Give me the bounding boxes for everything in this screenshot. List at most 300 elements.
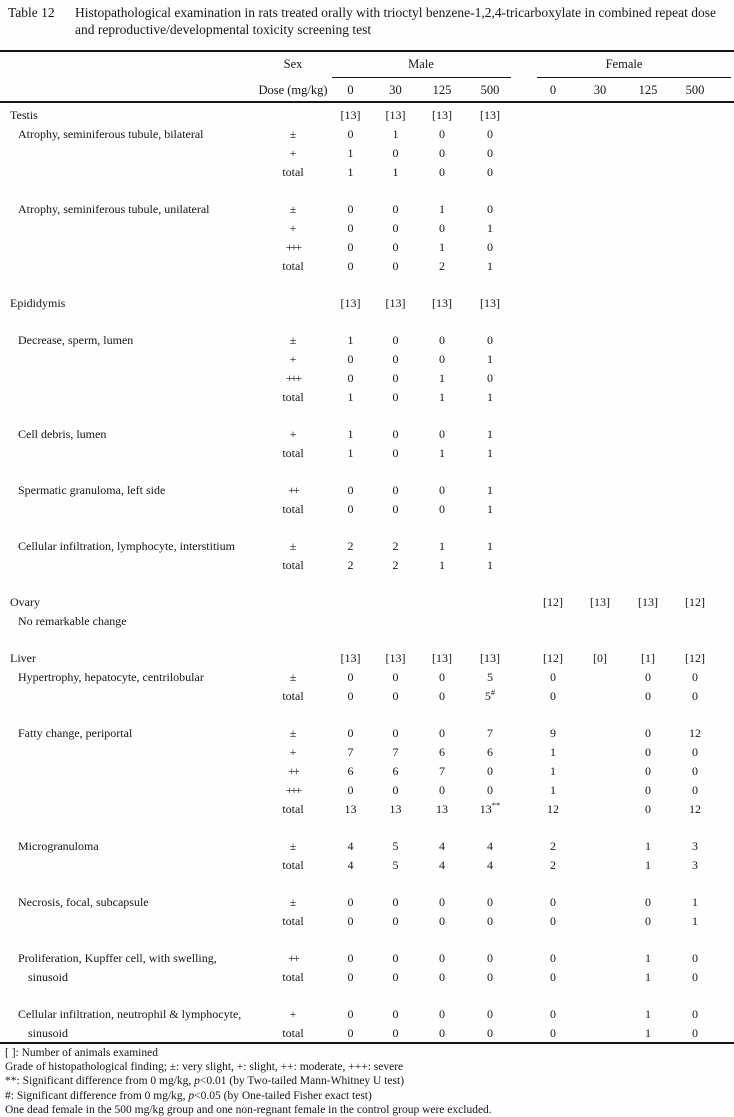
value-cell: [13]: [480, 108, 500, 122]
value-cell: 0: [347, 1007, 354, 1021]
value-cell: [624, 556, 672, 575]
value-cell: 1: [439, 390, 445, 404]
value-cell: [672, 369, 718, 388]
grade-label: ±: [289, 202, 297, 216]
table-row: [0, 724, 734, 743]
value-cell: 0: [645, 726, 651, 740]
finding-label: [8, 144, 258, 163]
value-cell: [530, 125, 576, 144]
finding-label: Cellular infiltration, neutrophil & lymphocyte,: [18, 1007, 242, 1021]
value-cell: 1: [645, 951, 651, 965]
value-cell: [576, 144, 624, 163]
value-cell: 5: [487, 670, 493, 684]
table-number: Table 12: [8, 5, 55, 20]
table-header: [0, 50, 734, 103]
value-cell: [530, 219, 576, 238]
grade-label: ++: [288, 764, 298, 778]
finding-label: Fatty change, periportal: [18, 726, 133, 740]
finding-label: Cell debris, lumen: [18, 427, 107, 441]
row-spacer: [0, 463, 734, 481]
value-cell: [13]: [590, 595, 610, 609]
finding-label: sinusoid: [28, 970, 69, 984]
value-cell: 0: [439, 333, 445, 347]
row-spacer: [0, 313, 734, 331]
value-cell: [530, 612, 576, 631]
finding-label: Atrophy, seminiferous tubule, unilateral: [18, 202, 210, 216]
grade-label: +: [289, 427, 297, 441]
value-cell: [624, 369, 672, 388]
value-cell: 0: [392, 1007, 399, 1021]
value-cell: [12]: [543, 595, 563, 609]
value-cell: [576, 294, 624, 313]
value-cell: 1: [692, 895, 698, 909]
dose-value: 125: [432, 83, 452, 97]
value-cell: 0: [550, 914, 556, 928]
value-cell: [672, 331, 718, 350]
table-row: [0, 837, 734, 856]
value-cell: 0: [439, 726, 445, 740]
value-cell: [672, 294, 718, 313]
finding-label: [8, 369, 258, 388]
organ-label: Testis: [10, 108, 38, 122]
value-cell: [672, 444, 718, 463]
finding-label: [8, 444, 258, 463]
male-group-label: Male: [408, 57, 434, 71]
dose-label: Dose (mg/kg): [258, 83, 328, 97]
value-cell: 0: [439, 221, 445, 235]
value-cell: 7: [347, 745, 354, 759]
value-cell: [672, 257, 718, 276]
grade-label: ±: [289, 127, 297, 141]
value-cell: 0: [692, 1026, 698, 1040]
value-cell: [576, 106, 624, 125]
value-cell: 0: [487, 970, 493, 984]
value-cell: [530, 425, 576, 444]
finding-label: [8, 856, 258, 875]
value-cell: [12]: [543, 651, 563, 665]
value-cell: 1: [392, 165, 399, 179]
value-cell: 0: [487, 127, 493, 141]
value-cell: 0: [645, 745, 651, 759]
value-cell: 0: [392, 390, 399, 404]
value-cell: 1: [347, 427, 354, 441]
footnote-line: One dead female in the 500 mg/kg group and one non-regnant female in the control group were excluded.: [5, 1103, 492, 1116]
value-cell: 0: [392, 221, 399, 235]
value-cell: 0: [487, 333, 493, 347]
table-row: [0, 257, 734, 276]
value-cell: 13: [389, 802, 402, 816]
value-cell: [576, 743, 624, 762]
value-cell: 0: [392, 970, 399, 984]
value-cell: [576, 444, 624, 463]
grade-label: ++: [288, 951, 298, 965]
row-spacer: [0, 987, 734, 1005]
value-cell: 6: [487, 745, 493, 759]
value-cell: [530, 556, 576, 575]
finding-label: No remarkable change: [18, 614, 127, 628]
value-cell: 0: [645, 689, 651, 703]
value-cell: [530, 388, 576, 407]
value-cell: [672, 612, 718, 631]
value-cell: 1: [439, 558, 445, 572]
value-cell: [624, 331, 672, 350]
table-row: [0, 388, 734, 407]
value-cell: 0: [347, 502, 354, 516]
value-cell: 12: [689, 726, 701, 740]
value-cell: 0: [692, 670, 698, 684]
value-cell: 0: [692, 783, 698, 797]
value-cell: [672, 556, 718, 575]
value-cell: [576, 556, 624, 575]
grade-label: +: [289, 352, 297, 366]
value-cell: 0: [439, 914, 445, 928]
value-cell: [576, 762, 624, 781]
value-cell: [328, 593, 373, 612]
value-cell: 0: [439, 1026, 445, 1040]
table-row: [0, 537, 734, 556]
value-cell: 0: [645, 764, 651, 778]
grade-label: [258, 612, 328, 631]
value-cell: 1: [645, 1026, 651, 1040]
value-cell: 0: [439, 670, 445, 684]
header-row-sex: [0, 52, 734, 77]
value-cell: 2: [347, 539, 354, 553]
value-cell: 4: [487, 839, 493, 853]
value-cell: [576, 425, 624, 444]
value-cell: [576, 968, 624, 987]
grade-label: total: [282, 970, 304, 984]
grade-label: total: [282, 1026, 304, 1040]
table-row: [0, 369, 734, 388]
value-cell: 1: [487, 221, 493, 235]
value-cell: 4: [439, 858, 445, 872]
value-cell: 0: [439, 427, 445, 441]
finding-label: Hypertrophy, hepatocyte, centrilobular: [18, 670, 204, 684]
value-cell: 7: [392, 745, 399, 759]
value-cell: [624, 294, 672, 313]
value-cell: [624, 425, 672, 444]
value-cell: 0: [392, 483, 399, 497]
value-cell: 0: [487, 895, 493, 909]
finding-label: [8, 800, 258, 819]
value-cell: 0: [347, 970, 354, 984]
value-cell: [13]: [638, 595, 658, 609]
finding-label: Microgranuloma: [18, 839, 99, 853]
value-cell: 4: [487, 858, 493, 872]
footnotes: [5, 1046, 731, 1117]
finding-label: Necrosis, focal, subcapsule: [18, 895, 149, 909]
value-cell: [13]: [480, 651, 500, 665]
value-cell: 1: [347, 390, 354, 404]
value-cell: 6: [439, 745, 445, 759]
grade-label: ±: [289, 333, 297, 347]
value-cell: [624, 106, 672, 125]
value-cell: 5#: [484, 687, 496, 703]
value-cell: [624, 537, 672, 556]
value-cell: 0: [392, 1026, 399, 1040]
value-cell: [576, 331, 624, 350]
row-spacer: [0, 706, 734, 724]
dose-value: 30: [593, 83, 607, 97]
value-cell: 7: [487, 726, 493, 740]
header-row-dose: [0, 78, 734, 103]
value-cell: [576, 668, 624, 687]
finding-label: [8, 257, 258, 276]
grade-label: ±: [289, 670, 297, 684]
value-cell: [466, 593, 514, 612]
value-cell: 7: [439, 764, 445, 778]
value-cell: 2: [347, 558, 354, 572]
value-cell: 1: [392, 127, 399, 141]
value-cell: 0: [439, 1007, 445, 1021]
value-cell: 1: [487, 558, 493, 572]
value-cell: 0: [487, 783, 493, 797]
value-cell: [672, 238, 718, 257]
table-row: [0, 444, 734, 463]
value-cell: 0: [487, 146, 493, 160]
value-cell: 2: [439, 259, 445, 273]
value-cell: [530, 200, 576, 219]
value-cell: [576, 219, 624, 238]
value-cell: [13]: [432, 651, 452, 665]
value-cell: 0: [392, 502, 399, 516]
value-cell: 0: [439, 951, 445, 965]
value-cell: 0: [550, 689, 556, 703]
value-cell: [672, 425, 718, 444]
grade-label: ++: [288, 483, 298, 497]
table-row: [0, 556, 734, 575]
grade-label: total: [282, 165, 304, 179]
value-cell: [13]: [340, 296, 361, 310]
value-cell: [466, 612, 514, 631]
value-cell: [624, 238, 672, 257]
value-cell: [0]: [593, 651, 607, 665]
value-cell: 0: [347, 259, 354, 273]
value-cell: 0: [392, 352, 399, 366]
value-cell: 2: [392, 539, 399, 553]
grade-label: [258, 106, 328, 125]
organ-row: [0, 106, 734, 125]
row-spacer: [0, 819, 734, 837]
finding-label: [8, 163, 258, 182]
value-cell: 0: [392, 670, 399, 684]
value-cell: 0: [692, 951, 698, 965]
value-cell: [13]: [385, 296, 406, 310]
value-cell: [576, 350, 624, 369]
value-cell: [13]: [340, 651, 361, 665]
finding-label: [8, 912, 258, 931]
row-spacer: [0, 631, 734, 649]
value-cell: 1: [487, 502, 493, 516]
significance-marker: #: [490, 687, 496, 697]
significance-marker: **: [491, 800, 501, 810]
value-cell: 0: [487, 165, 493, 179]
table-row: [0, 200, 734, 219]
dose-value: 125: [638, 83, 658, 97]
table-row: [0, 949, 734, 968]
value-cell: [530, 238, 576, 257]
value-cell: [576, 537, 624, 556]
value-cell: 0: [645, 895, 651, 909]
value-cell: 4: [347, 858, 354, 872]
value-cell: 0: [347, 221, 354, 235]
value-cell: 6: [347, 764, 354, 778]
value-cell: [576, 893, 624, 912]
value-cell: [576, 200, 624, 219]
table-row: [0, 125, 734, 144]
value-cell: 0: [487, 951, 493, 965]
table-row: [0, 612, 734, 631]
table-row: [0, 500, 734, 519]
value-cell: 1: [487, 427, 493, 441]
finding-label: [8, 350, 258, 369]
value-cell: 12: [689, 802, 701, 816]
row-spacer: [0, 875, 734, 893]
grade-label: +++: [285, 240, 301, 254]
value-cell: 0: [550, 670, 556, 684]
value-cell: 2: [550, 858, 556, 872]
value-cell: 0: [692, 1007, 698, 1021]
organ-label: Ovary: [10, 595, 40, 609]
value-cell: 0: [392, 783, 399, 797]
value-cell: [530, 537, 576, 556]
value-cell: 0: [439, 689, 445, 703]
row-spacer: [0, 931, 734, 949]
value-cell: 0: [692, 689, 698, 703]
value-cell: 13**: [479, 800, 501, 816]
value-cell: [418, 612, 466, 631]
value-cell: [576, 949, 624, 968]
finding-label: [8, 219, 258, 238]
value-cell: 5: [392, 858, 399, 872]
value-cell: 1: [550, 764, 556, 778]
value-cell: 0: [392, 146, 399, 160]
value-cell: [576, 238, 624, 257]
female-group-underline: [537, 77, 731, 78]
value-cell: [530, 350, 576, 369]
value-cell: 0: [347, 914, 354, 928]
table-row: [0, 163, 734, 182]
value-cell: 1: [487, 446, 493, 460]
value-cell: 0: [439, 483, 445, 497]
finding-label: sinusoid: [28, 1026, 69, 1040]
row-spacer: [0, 519, 734, 537]
value-cell: [576, 612, 624, 631]
table-row: [0, 893, 734, 912]
value-cell: [530, 144, 576, 163]
value-cell: [576, 837, 624, 856]
female-group-label: Female: [605, 57, 643, 71]
value-cell: [576, 257, 624, 276]
value-cell: [624, 219, 672, 238]
finding-label: [8, 500, 258, 519]
grade-label: total: [282, 914, 304, 928]
value-cell: 0: [347, 240, 354, 254]
value-cell: [1]: [641, 651, 655, 665]
table-caption: Histopathological examination in rats treated orally with trioctyl benzene-1,2,4-tricarboxylate in combined repeat dose and reproductive/developmental toxicity screening test: [75, 5, 717, 37]
value-cell: [672, 125, 718, 144]
value-cell: 0: [487, 240, 493, 254]
value-cell: 0: [392, 446, 399, 460]
value-cell: 0: [347, 783, 354, 797]
row-spacer: [0, 575, 734, 593]
value-cell: [13]: [480, 296, 500, 310]
value-cell: [576, 687, 624, 706]
value-cell: [624, 612, 672, 631]
value-cell: 0: [487, 371, 493, 385]
grade-label: +: [289, 146, 297, 160]
value-cell: 12: [547, 802, 559, 816]
value-cell: 0: [487, 764, 493, 778]
organ-label: Liver: [10, 651, 36, 665]
value-cell: 1: [347, 446, 354, 460]
value-cell: 0: [439, 146, 445, 160]
table-title: [8, 5, 725, 38]
row-spacer: [0, 276, 734, 294]
value-cell: 0: [550, 1007, 556, 1021]
grade-label: +: [289, 221, 297, 235]
value-cell: 0: [392, 895, 399, 909]
table-row: [0, 762, 734, 781]
value-cell: 0: [439, 127, 445, 141]
value-cell: 0: [347, 726, 354, 740]
value-cell: [672, 219, 718, 238]
value-cell: [13]: [432, 296, 452, 310]
dose-value: 0: [347, 83, 354, 97]
grade-label: total: [282, 802, 304, 816]
finding-label: Spermatic granuloma, left side: [18, 483, 166, 497]
value-cell: [624, 163, 672, 182]
value-cell: 0: [392, 689, 399, 703]
value-cell: 0: [487, 1026, 493, 1040]
grade-label: ±: [289, 839, 297, 853]
grade-label: [258, 294, 328, 313]
value-cell: 0: [439, 970, 445, 984]
value-cell: 0: [347, 483, 354, 497]
value-cell: 1: [487, 259, 493, 273]
value-cell: 0: [692, 764, 698, 778]
value-cell: [13]: [340, 108, 361, 122]
finding-label: [8, 762, 258, 781]
table-row: [0, 687, 734, 706]
organ-label: Epididymis: [10, 296, 66, 310]
value-cell: 0: [392, 371, 399, 385]
value-cell: 1: [645, 839, 651, 853]
value-cell: [418, 593, 466, 612]
value-cell: 0: [550, 895, 556, 909]
finding-label: [8, 388, 258, 407]
value-cell: [13]: [432, 108, 452, 122]
value-cell: 6: [392, 764, 399, 778]
value-cell: [576, 125, 624, 144]
value-cell: 13: [436, 802, 448, 816]
dose-value: 30: [389, 83, 402, 97]
value-cell: [530, 369, 576, 388]
value-cell: 13: [344, 802, 357, 816]
grade-label: [258, 649, 328, 668]
finding-label: Cellular infiltration, lymphocyte, interstitium: [18, 539, 235, 553]
value-cell: 9: [550, 726, 556, 740]
value-cell: 0: [392, 240, 399, 254]
footnote-line: Grade of histopathological finding; ±: very slight, +: slight, ++: moderate, +++: severe: [5, 1061, 404, 1074]
grade-label: total: [282, 390, 304, 404]
value-cell: 3: [692, 839, 698, 853]
value-cell: [530, 500, 576, 519]
value-cell: [530, 106, 576, 125]
finding-label: Atrophy, seminiferous tubule, bilateral: [18, 127, 204, 141]
table-row: [0, 238, 734, 257]
value-cell: 0: [439, 502, 445, 516]
